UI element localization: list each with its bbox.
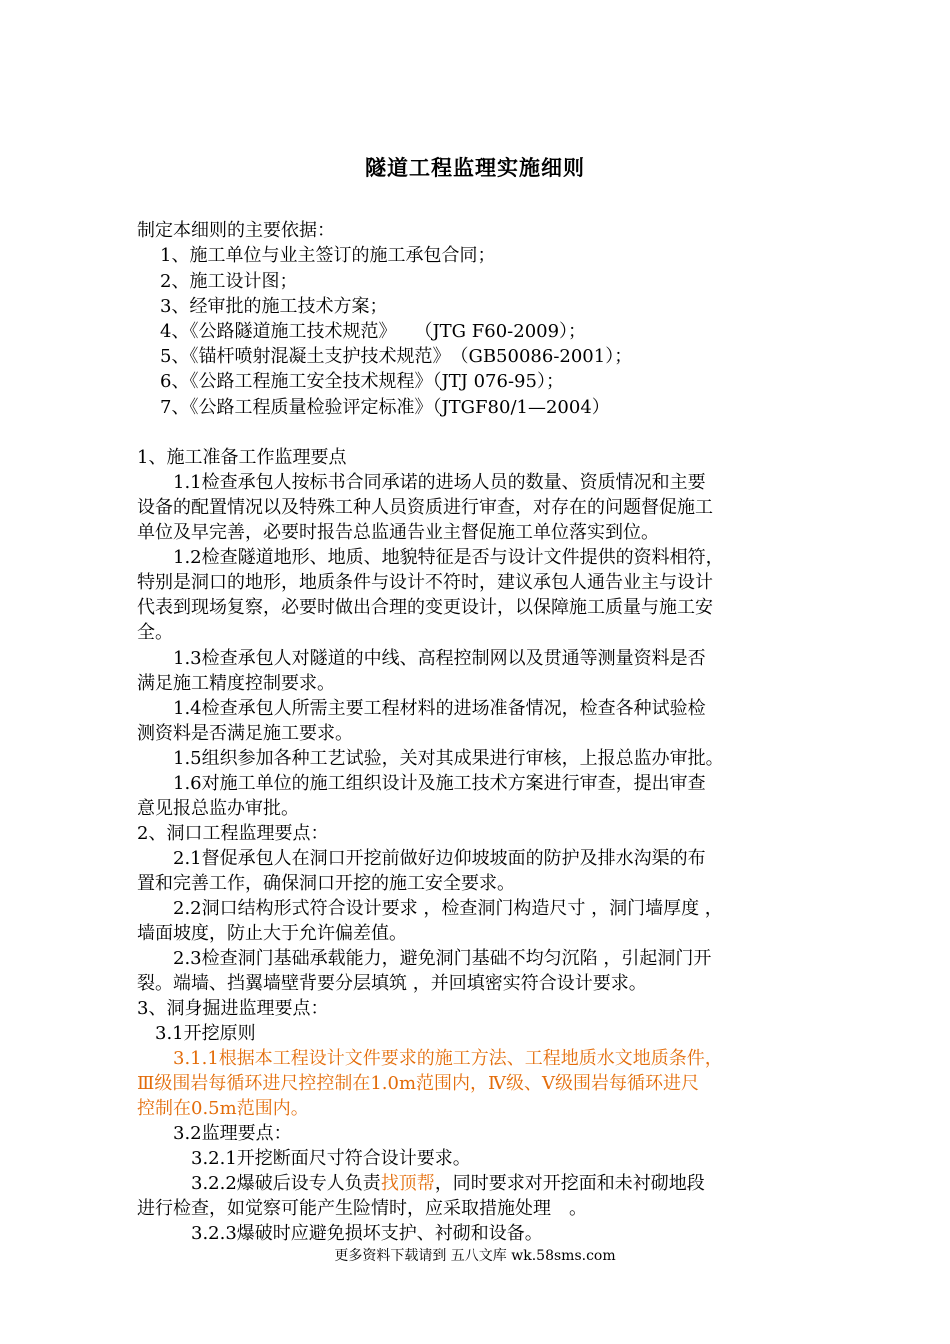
body-line: 3.1开挖原则 [137, 1023, 256, 1044]
basis-item: 2、施工设计图； [160, 271, 298, 292]
body-line: 2.2洞口结构形式符合设计要求 ，检查洞门构造尺寸 ，洞门墙厚度 ， [137, 898, 723, 919]
body-line: 1.5组织参加各种工艺试验，关对其成果进行审核，上报总监办审批。 [137, 748, 724, 769]
basis-item: 3、经审批的施工技术方案； [160, 296, 388, 317]
body-line: 2.1督促承包人在洞口开挖前做好边仰坡坡面的防护及排水沟渠的布 [137, 848, 706, 869]
body-line: 3、洞身掘进监理要点： [137, 998, 329, 1019]
basis-item: 6、《公路工程施工安全技术规程》（JTJ 076-95）； [160, 371, 564, 392]
body-line: 测资料是否满足施工要求。 [137, 723, 353, 744]
body-line: 满足施工精度控制要求。 [137, 673, 335, 694]
body-line: 全。 [137, 622, 173, 643]
highlight-line: Ⅲ级围岩每循环进尺控控制在1.0m范围内，Ⅳ级、Ⅴ级围岩每循环进尺 [137, 1073, 700, 1094]
highlight-line: 3.1.1根据本工程设计文件要求的施工方法、工程地质水文地质条件， [137, 1048, 723, 1069]
body-line: 墙面坡度，防止大于允许偏差值。 [137, 923, 407, 944]
body-line: 置和完善工作，确保洞口开挖的施工安全要求。 [137, 873, 515, 894]
footer-text: 更多资料下载请到 五八文库 wk.58sms.com [334, 1248, 616, 1264]
body-line: 3.2.1开挖断面尺寸符合设计要求。 [137, 1148, 471, 1169]
body-line: 裂。端墙、挡翼墙壁背要分层填筑 ，并回填密实符合设计要求。 [137, 973, 647, 994]
body-line: 3.2监理要点： [137, 1123, 292, 1144]
body-line: 进行检查，如觉察可能产生险情时，应采取措施处理 。 [137, 1198, 587, 1219]
body-line: 1.6对施工单位的施工组织设计及施工技术方案进行审查，提出审查 [137, 773, 706, 794]
body-line: 1.2检查隧道地形、地质、地貌特征是否与设计文件提供的资料相符， [137, 547, 724, 568]
basis-heading: 制定本细则的主要依据： [137, 220, 335, 241]
body-line: 单位及早完善，必要时报告总监通告业主督促施工单位落实到位。 [137, 522, 659, 543]
highlight-line: 控制在0.5m范围内。 [137, 1098, 309, 1119]
document-title: 隧道工程监理实施细则 [365, 155, 585, 180]
body-line: 设备的配置情况以及特殊工种人员资质进行审查，对存在的问题督促施工 [137, 497, 713, 518]
basis-item: 1、施工单位与业主签订的施工承包合同； [160, 245, 496, 266]
basis-item: 4、《公路隧道施工技术规范》 （JTG F60-2009）； [160, 321, 587, 342]
mixed-highlight: 找顶帮 [380, 1173, 435, 1194]
body-line: 2、洞口工程监理要点： [137, 823, 329, 844]
body-line: 1.4检查承包人所需主要工程材料的进场准备情况，检查各种试验检 [137, 698, 706, 719]
body-line: 1.3检查承包人对隧道的中线、高程控制网以及贯通等测量资料是否 [137, 648, 706, 669]
body-line: 1、施工准备工作监理要点 [137, 447, 347, 468]
body-line: 意见报总监办审批。 [137, 798, 299, 819]
mixed-line [137, 1172, 705, 1196]
body-line: 特别是洞口的地形，地质条件与设计不符时，建议承包人通告业主与设计 [137, 572, 713, 593]
basis-item: 7、《公路工程质量检验评定标准》（JTGF80/1—2004） [160, 397, 610, 418]
body-line: 1.1检查承包人按标书合同承诺的进场人员的数量、资质情况和主要 [137, 472, 706, 493]
mixed-before: 3.2.2爆破后设专人负责 [137, 1173, 381, 1194]
body-line: 代表到现场复察，必要时做出合理的变更设计，以保障施工质量与施工安 [137, 597, 713, 618]
body-line: 3.2.3爆破时应避免损坏支护、衬砌和设备。 [137, 1223, 543, 1244]
basis-item: 5、《锚杆喷射混凝土支护技术规范》 （GB50086-2001）； [160, 346, 633, 367]
mixed-after: ，同时要求对开挖面和未衬砌地段 [434, 1173, 705, 1194]
body-line: 2.3检查洞门基础承载能力，避免洞门基础不均匀沉陷 ，引起洞门开 [137, 948, 712, 969]
